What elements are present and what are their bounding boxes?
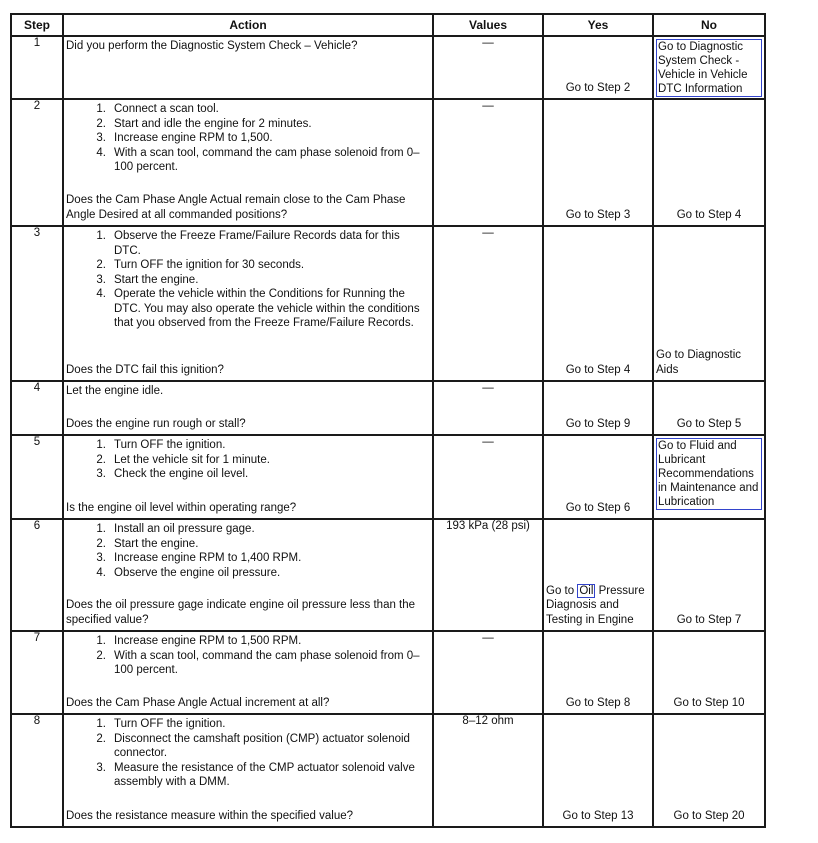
action-question: Does the DTC fail this ignition? xyxy=(66,363,224,376)
action-step-item: 3. Increase engine RPM to 1,500. xyxy=(96,132,273,144)
action-cell xyxy=(63,714,433,827)
yes-link[interactable]: Go to Step 8 xyxy=(565,696,631,709)
header-values: Values xyxy=(433,14,543,36)
value-cell: — xyxy=(433,226,543,381)
action-step-item: 2. Turn OFF the ignition for 30 seconds. xyxy=(96,259,305,271)
yes-link[interactable]: Go to Step 13 xyxy=(562,809,634,822)
value-cell: — xyxy=(433,99,543,226)
header-yes: Yes xyxy=(543,14,653,36)
oil-link-highlight[interactable]: Oil xyxy=(579,584,594,597)
action-step-item: 1. Connect a scan tool. xyxy=(96,103,219,115)
yes-cell xyxy=(543,226,653,381)
value-cell: — xyxy=(433,435,543,519)
yes-link[interactable]: Go to Step 2 xyxy=(565,81,631,94)
action-step-item: 2. Let the vehicle sit for 1 minute. xyxy=(96,453,270,466)
table-row xyxy=(11,226,765,381)
header-no: No xyxy=(653,14,765,36)
no-cell xyxy=(653,99,765,226)
no-link[interactable]: Go to Step 7 xyxy=(676,613,742,626)
header-row xyxy=(11,14,765,36)
action-steps xyxy=(64,717,428,790)
no-link[interactable]: Go to Diagnostic System Check - Vehicle in Vehicle DTC Information xyxy=(656,39,762,97)
action-step-item: 4. Operate the vehicle within the Conditions for Running the DTC. You may also operate the vehicle within the conditions that you observed from the Freeze Frame/Failure Records. xyxy=(96,288,420,329)
step-number: 1 xyxy=(11,36,63,99)
no-cell xyxy=(653,226,765,381)
yes-cell xyxy=(543,36,653,99)
no-link[interactable]: Go to Step 5 xyxy=(676,417,742,430)
action-step-item: 4. With a scan tool, command the cam phase solenoid from 0–100 percent. xyxy=(96,146,420,173)
action-question: Does the Cam Phase Angle Actual increment at all? xyxy=(66,696,330,709)
action-step-item: 4. Observe the engine oil pressure. xyxy=(96,566,281,579)
action-cell xyxy=(63,36,433,99)
header-action: Action xyxy=(63,14,433,36)
diagnostic-table xyxy=(10,13,766,828)
step-number: 2 xyxy=(11,99,63,226)
value-cell: — xyxy=(433,381,543,435)
step-number: 4 xyxy=(11,381,63,435)
action-step-item: 2. Start and idle the engine for 2 minutes. xyxy=(96,117,312,130)
action-cell xyxy=(63,435,433,519)
yes-cell xyxy=(543,381,653,435)
yes-link[interactable]: Go to Step 3 xyxy=(565,208,631,221)
no-link[interactable]: Go to Step 10 xyxy=(673,696,745,709)
table-row xyxy=(11,435,765,519)
value-cell: 193 kPa (28 psi) xyxy=(433,519,543,631)
no-cell xyxy=(653,519,765,631)
table-row xyxy=(11,714,765,827)
step-number: 3 xyxy=(11,226,63,381)
action-step-item: 3. Check the engine oil level. xyxy=(96,468,249,480)
yes-link[interactable]: Go to Step 6 xyxy=(565,501,631,514)
action-step-item: 3. Start the engine. xyxy=(96,273,199,286)
yes-link[interactable]: Go to Step 4 xyxy=(565,363,631,376)
action-step-item: 3. Increase engine RPM to 1,400 RPM. xyxy=(96,552,302,564)
action-question: Does the engine run rough or stall? xyxy=(66,417,246,430)
yes-cell xyxy=(543,519,653,631)
action-step-item: 2. With a scan tool, command the cam phase solenoid from 0–100 percent. xyxy=(96,649,420,676)
action-step-item: 1. Observe the Freeze Frame/Failure Records data for this DTC. xyxy=(96,230,400,257)
header-step: Step xyxy=(11,14,63,36)
no-link[interactable]: Go to Step 4 xyxy=(676,208,742,221)
step-number: 7 xyxy=(11,631,63,714)
action-step-item: 2. Disconnect the camshaft position (CMP) actuator solenoid connector. xyxy=(96,732,410,759)
value-cell: — xyxy=(433,36,543,99)
no-link[interactable]: Go to Step 20 xyxy=(673,809,745,822)
step-number: 5 xyxy=(11,435,63,519)
action-step-item: 1. Turn OFF the ignition. xyxy=(96,718,226,730)
yes-link[interactable]: Go to Step 9 xyxy=(565,417,631,430)
action-question: Does the resistance measure within the specified value? xyxy=(66,809,354,822)
yes-cell xyxy=(543,631,653,714)
action-cell xyxy=(63,631,433,714)
no-link[interactable]: Go to Fluid and Lubricant Recommendations in Maintenance and Lubrication xyxy=(656,438,762,510)
action-step-item: 2. Start the engine. xyxy=(96,537,199,550)
action-question: Is the engine oil level within operating range? xyxy=(66,501,297,514)
table-row xyxy=(11,36,765,99)
table-row xyxy=(11,99,765,226)
no-cell xyxy=(653,381,765,435)
action-question: Does the Cam Phase Angle Actual remain close to the Cam Phase Angle Desired at all commanded positions? xyxy=(66,194,406,221)
action-cell xyxy=(63,226,433,381)
action-step-item: 1. Turn OFF the ignition. xyxy=(96,439,226,451)
action-step-item: 3. Measure the resistance of the CMP actuator solenoid valve assembly with a DMM. xyxy=(96,761,415,788)
action-step-item: 1. Increase engine RPM to 1,500 RPM. xyxy=(96,635,302,647)
no-link[interactable]: Go to Diagnostic Aids xyxy=(656,349,742,376)
table-row xyxy=(11,519,765,631)
no-cell xyxy=(653,435,765,519)
action-lead: Let the engine idle. xyxy=(66,385,164,397)
action-steps xyxy=(64,634,428,678)
yes-cell xyxy=(543,435,653,519)
value-cell: — xyxy=(433,631,543,714)
no-cell xyxy=(653,631,765,714)
table-row xyxy=(11,381,765,435)
action-steps xyxy=(64,522,428,580)
yes-cell xyxy=(543,714,653,827)
action-steps xyxy=(64,438,428,482)
action-cell xyxy=(63,519,433,631)
yes-link[interactable]: Go to Oil Pressure Diagnosis and Testing in Engine xyxy=(546,584,645,626)
action-question: Does the oil pressure gage indicate engine oil pressure less than the specified value? xyxy=(66,599,416,626)
step-number: 6 xyxy=(11,519,63,631)
action-cell xyxy=(63,99,433,226)
action-steps xyxy=(64,229,428,331)
table-row xyxy=(11,631,765,714)
step-number: 8 xyxy=(11,714,63,827)
action-cell xyxy=(63,381,433,435)
no-cell xyxy=(653,714,765,827)
action-steps xyxy=(64,102,428,175)
value-cell: 8–12 ohm xyxy=(433,714,543,827)
no-cell xyxy=(653,36,765,99)
action-step-item: 1. Install an oil pressure gage. xyxy=(96,523,255,535)
action-lead: Did you perform the Diagnostic System Check – Vehicle? xyxy=(66,40,358,52)
yes-cell xyxy=(543,99,653,226)
